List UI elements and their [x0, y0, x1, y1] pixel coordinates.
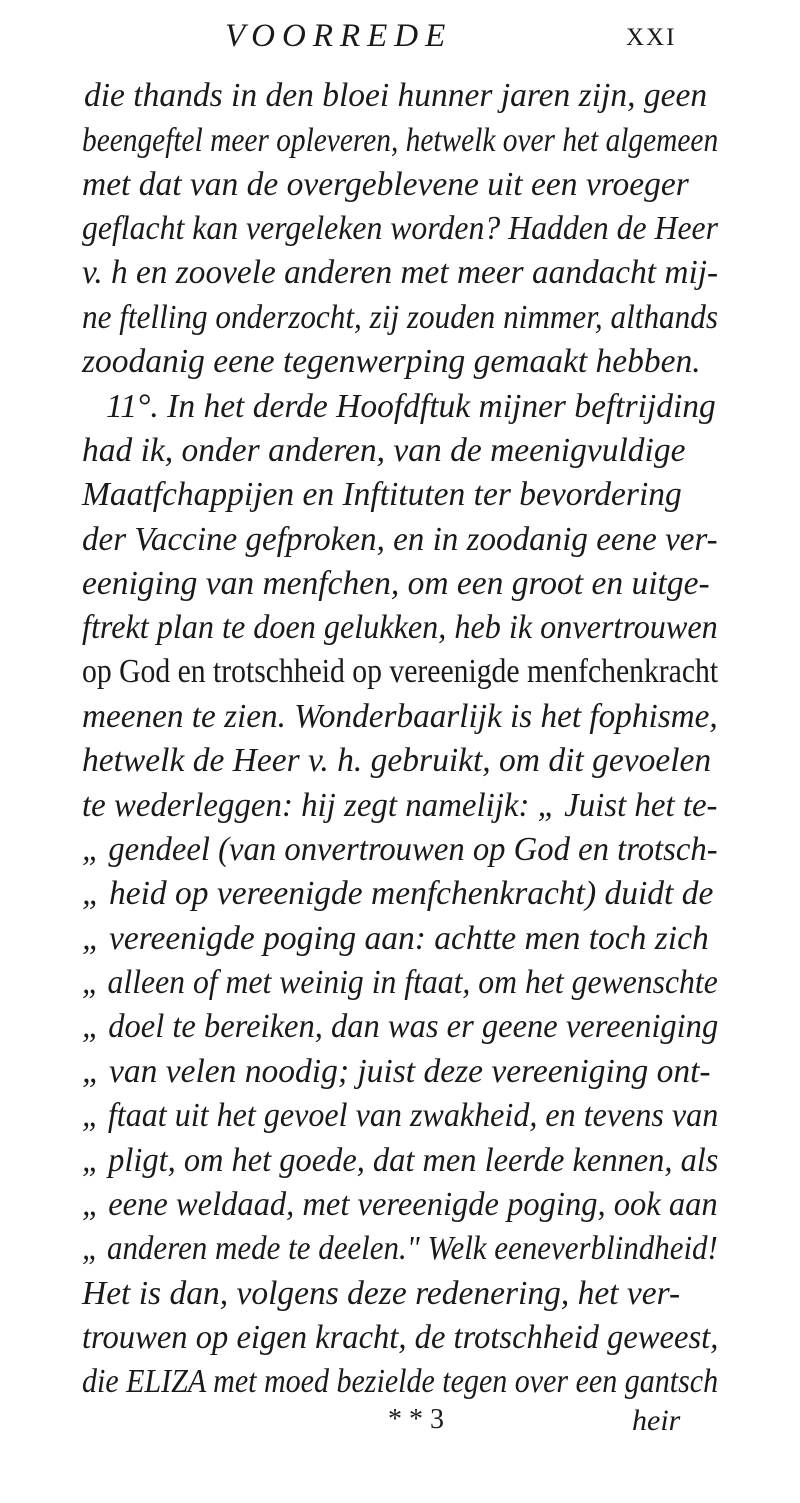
text-line: „ van velen noodig; juist deze vereeniging ont- — [82, 1053, 711, 1090]
page-number: XXI — [626, 24, 677, 51]
text-line: ne ftelling onderzocht, zij zouden nimmer, althands — [82, 299, 718, 336]
signature-mark: * * 3 — [388, 1404, 444, 1435]
text-line: „ gendeel (van onvertrouwen op God en trotsch- — [82, 831, 718, 868]
text-line: op God en trotschheid op vereenigde menfchenkracht — [82, 653, 719, 690]
text-line: der Vaccine gefproken, en in zoodanig eene ver- — [82, 521, 718, 558]
text-line: „ heid op vereenigde menfchenkracht) duidt de — [82, 875, 714, 912]
text-line: met dat van de overgeblevene uit een vroeger — [82, 166, 689, 203]
text-line: te wederleggen: hij zegt namelijk: „ Juist het te- — [82, 787, 718, 824]
text-line: beengeftel meer opleveren, hetwelk over het algemeen — [82, 122, 719, 159]
text-line: „ doel te bereiken, dan was er geene vereeniging — [82, 1008, 719, 1045]
text-line: „ pligt, om het goede, dat men leerde kennen, als — [82, 1142, 719, 1179]
text-line: meenen te zien. Wonderbaarlijk is het fophisme, — [82, 698, 718, 735]
text-line: „ vereenigde poging aan: achtte men toch zich — [82, 920, 709, 957]
running-head: VOORREDE — [225, 18, 453, 54]
text-line: die ELIZA met moed bezielde tegen over een gantsch — [82, 1363, 719, 1400]
text-line: „ anderen mede te deelen." Welk eeneverblindheid! — [82, 1230, 718, 1267]
text-line: „ alleen of met weinig in ftaat, om het gewenschte — [82, 964, 718, 1001]
text-line: geflacht kan vergeleken worden? Hadden de Heer — [82, 210, 718, 247]
page-footer — [0, 1404, 800, 1444]
text-line: „ eene weldaad, met vereenigde poging, ook aan — [82, 1186, 718, 1223]
text-line: 11°. In het derde Hoofdftuk mijner beftrijding — [106, 388, 716, 425]
text-line: trouwen op eigen kracht, de trotschheid geweest, — [82, 1319, 719, 1356]
text-line: hetwelk de Heer v. h. gebruikt, om dit gevoelen — [82, 742, 712, 779]
text-line: ftrekt plan te doen gelukken, heb ik onvertrouwen — [82, 609, 718, 646]
text-line: die thands in den bloei hunner jaren zijn, geen — [84, 77, 708, 114]
text-line: eeniging van menfchen, om een groot en uitge- — [82, 565, 710, 602]
text-line: zoodanig eene tegenwerping gemaakt hebben. — [82, 343, 701, 380]
text-line: Maatfchappijen en Inftituten ter bevordering — [82, 476, 682, 513]
text-line: v. h en zoovele anderen met meer aandacht mij- — [82, 254, 719, 291]
text-line: Het is dan, volgens deze redenering, het ver- — [82, 1275, 681, 1312]
catchword: heir — [632, 1404, 681, 1437]
text-line: „ ftaat uit het gevoel van zwakheid, en tevens van — [82, 1097, 719, 1134]
text-line: had ik, onder anderen, van de meenigvuldige — [82, 432, 686, 469]
page-header — [0, 18, 800, 68]
